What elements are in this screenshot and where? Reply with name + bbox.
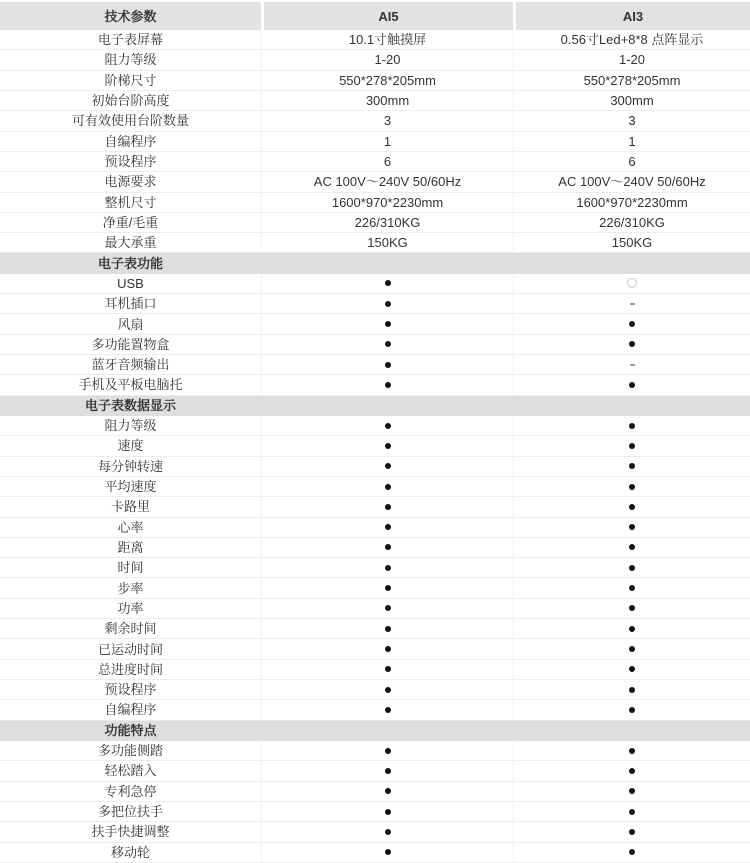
- param-label: 多功能侧踏: [0, 741, 261, 761]
- ai5-value-cell: AC 100V～240V 50/60Hz: [261, 172, 513, 192]
- ai5-value-cell: [261, 497, 513, 517]
- hollow-circle-icon: [627, 278, 637, 288]
- section-filler: [261, 721, 513, 741]
- ai3-value-cell: [513, 802, 750, 822]
- filled-dot-icon: [385, 646, 391, 652]
- table-row: [0, 294, 750, 314]
- filled-dot-icon: [385, 748, 391, 754]
- section-filler: [261, 253, 513, 273]
- param-label: 专利急停: [0, 782, 261, 802]
- param-label: 距离: [0, 538, 261, 558]
- filled-dot-icon: [629, 565, 635, 571]
- param-label: USB: [0, 274, 261, 294]
- ai3-value-cell: [513, 375, 750, 395]
- param-label: 卡路里: [0, 497, 261, 517]
- ai3-value-cell: [513, 700, 750, 720]
- table-row: [0, 782, 750, 802]
- section-filler: [513, 721, 750, 741]
- ai5-value-cell: [261, 741, 513, 761]
- table-row: [0, 497, 750, 517]
- ai3-value-cell: 300mm: [513, 91, 750, 111]
- filled-dot-icon: [385, 280, 391, 286]
- param-label: 可有效使用台阶数量: [0, 111, 261, 131]
- param-label: 阻力等级: [0, 416, 261, 436]
- filled-dot-icon: [385, 768, 391, 774]
- ai5-value-cell: [261, 660, 513, 680]
- table-row: [0, 660, 750, 680]
- param-label: 自编程序: [0, 132, 261, 152]
- section-title: 功能特点: [0, 721, 261, 741]
- param-label: 轻松踏入: [0, 761, 261, 781]
- ai5-value-cell: 300mm: [261, 91, 513, 111]
- ai5-value-cell: [261, 782, 513, 802]
- param-label: 最大承重: [0, 233, 261, 253]
- ai5-value-cell: [261, 436, 513, 456]
- ai5-value-cell: [261, 355, 513, 375]
- ai5-value-cell: [261, 639, 513, 659]
- filled-dot-icon: [385, 707, 391, 713]
- filled-dot-icon: [385, 341, 391, 347]
- table-row: [0, 436, 750, 456]
- param-label: 移动轮: [0, 843, 261, 863]
- filled-dot-icon: [629, 666, 635, 672]
- ai5-value-cell: [261, 457, 513, 477]
- column-header-ai3: AI3: [513, 2, 750, 30]
- table-row: [0, 91, 750, 111]
- param-label: 总进度时间: [0, 660, 261, 680]
- ai3-value-cell: 6: [513, 152, 750, 172]
- column-header-ai5: AI5: [261, 2, 513, 30]
- table-row: [0, 111, 750, 131]
- ai5-value-cell: [261, 761, 513, 781]
- ai3-value-cell: 0.56寸Led+8*8 点阵显示: [513, 30, 750, 50]
- filled-dot-icon: [629, 544, 635, 550]
- filled-dot-icon: [385, 687, 391, 693]
- ai5-value-cell: [261, 700, 513, 720]
- table-header-row: [0, 2, 750, 30]
- ai5-value-cell: [261, 335, 513, 355]
- section-filler: [513, 253, 750, 273]
- param-label: 时间: [0, 558, 261, 578]
- filled-dot-icon: [385, 382, 391, 388]
- param-label: 心率: [0, 518, 261, 538]
- ai5-value-cell: [261, 416, 513, 436]
- filled-dot-icon: [385, 585, 391, 591]
- filled-dot-icon: [629, 605, 635, 611]
- ai5-value-cell: 6: [261, 152, 513, 172]
- table-row: [0, 416, 750, 436]
- filled-dot-icon: [629, 382, 635, 388]
- ai5-value-cell: [261, 375, 513, 395]
- ai3-value-cell: [513, 355, 750, 375]
- ai5-value-cell: 1600*970*2230mm: [261, 193, 513, 213]
- ai3-value-cell: [513, 761, 750, 781]
- table-row: [0, 213, 750, 233]
- ai3-value-cell: [513, 518, 750, 538]
- section-header-row: [0, 396, 750, 416]
- table-row: [0, 802, 750, 822]
- param-label: 每分钟转速: [0, 457, 261, 477]
- filled-dot-icon: [629, 341, 635, 347]
- ai3-value-cell: 3: [513, 111, 750, 131]
- section-header-row: [0, 721, 750, 741]
- filled-dot-icon: [385, 504, 391, 510]
- ai5-value-cell: [261, 294, 513, 314]
- param-label: 步率: [0, 578, 261, 598]
- ai3-value-cell: [513, 822, 750, 842]
- filled-dot-icon: [629, 829, 635, 835]
- filled-dot-icon: [385, 524, 391, 530]
- ai3-value-cell: 1600*970*2230mm: [513, 193, 750, 213]
- param-label: 自编程序: [0, 700, 261, 720]
- param-label: 整机尺寸: [0, 193, 261, 213]
- filled-dot-icon: [385, 849, 391, 855]
- table-row: [0, 843, 750, 863]
- param-label: 多把位扶手: [0, 802, 261, 822]
- param-label: 多功能置物盒: [0, 335, 261, 355]
- ai5-value-cell: [261, 314, 513, 334]
- ai5-value-cell: [261, 619, 513, 639]
- ai3-value-cell: [513, 741, 750, 761]
- param-label: 风扇: [0, 314, 261, 334]
- ai5-value-cell: [261, 538, 513, 558]
- filled-dot-icon: [385, 666, 391, 672]
- section-title: 电子表功能: [0, 253, 261, 273]
- ai5-value-cell: [261, 477, 513, 497]
- filled-dot-icon: [629, 748, 635, 754]
- section-header-row: [0, 253, 750, 273]
- param-label: 初始台阶高度: [0, 91, 261, 111]
- table-row: [0, 457, 750, 477]
- param-label: 耳机插口: [0, 294, 261, 314]
- table-row: [0, 233, 750, 253]
- ai3-value-cell: [513, 294, 750, 314]
- table-row: [0, 761, 750, 781]
- table-row: [0, 822, 750, 842]
- table-row: [0, 639, 750, 659]
- table-row: [0, 314, 750, 334]
- param-label: 阻力等级: [0, 50, 261, 70]
- param-label: 已运动时间: [0, 639, 261, 659]
- filled-dot-icon: [385, 788, 391, 794]
- param-label: 净重/毛重: [0, 213, 261, 233]
- ai5-value-cell: 1: [261, 132, 513, 152]
- table-row: [0, 558, 750, 578]
- filled-dot-icon: [385, 463, 391, 469]
- ai3-value-cell: [513, 416, 750, 436]
- param-label: 蓝牙音频输出: [0, 355, 261, 375]
- section-title: 电子表数据显示: [0, 396, 261, 416]
- filled-dot-icon: [629, 849, 635, 855]
- ai3-value-cell: [513, 843, 750, 863]
- ai3-value-cell: [513, 497, 750, 517]
- table-row: [0, 700, 750, 720]
- ai3-value-cell: [513, 619, 750, 639]
- ai5-value-cell: [261, 274, 513, 294]
- ai3-value-cell: 1: [513, 132, 750, 152]
- filled-dot-icon: [385, 605, 391, 611]
- filled-dot-icon: [385, 321, 391, 327]
- filled-dot-icon: [385, 301, 391, 307]
- table-body: [0, 30, 750, 863]
- ai5-value-cell: 550*278*205mm: [261, 71, 513, 91]
- filled-dot-icon: [385, 809, 391, 815]
- filled-dot-icon: [629, 687, 635, 693]
- ai5-value-cell: 226/310KG: [261, 213, 513, 233]
- param-label: 速度: [0, 436, 261, 456]
- table-row: [0, 274, 750, 294]
- table-row: [0, 680, 750, 700]
- filled-dot-icon: [385, 565, 391, 571]
- table-row: [0, 50, 750, 70]
- ai5-value-cell: [261, 822, 513, 842]
- table-row: [0, 477, 750, 497]
- column-header-params: 技术参数: [0, 2, 261, 30]
- table-row: [0, 335, 750, 355]
- ai3-value-cell: [513, 639, 750, 659]
- ai3-value-cell: [513, 335, 750, 355]
- ai3-value-cell: AC 100V～240V 50/60Hz: [513, 172, 750, 192]
- ai3-value-cell: 226/310KG: [513, 213, 750, 233]
- ai3-value-cell: [513, 477, 750, 497]
- filled-dot-icon: [385, 626, 391, 632]
- ai5-value-cell: [261, 680, 513, 700]
- filled-dot-icon: [629, 443, 635, 449]
- table-row: [0, 193, 750, 213]
- filled-dot-icon: [629, 484, 635, 490]
- param-label: 电子表屏幕: [0, 30, 261, 50]
- filled-dot-icon: [629, 707, 635, 713]
- filled-dot-icon: [629, 463, 635, 469]
- ai3-value-cell: [513, 578, 750, 598]
- filled-dot-icon: [629, 504, 635, 510]
- ai3-value-cell: 1-20: [513, 50, 750, 70]
- ai5-value-cell: [261, 599, 513, 619]
- param-label: 阶梯尺寸: [0, 71, 261, 91]
- table-row: [0, 578, 750, 598]
- filled-dot-icon: [629, 646, 635, 652]
- filled-dot-icon: [629, 626, 635, 632]
- ai3-value-cell: [513, 599, 750, 619]
- table-row: [0, 619, 750, 639]
- filled-dot-icon: [629, 768, 635, 774]
- filled-dot-icon: [385, 544, 391, 550]
- dash-icon: [630, 303, 635, 305]
- table-row: [0, 518, 750, 538]
- table-row: [0, 71, 750, 91]
- ai5-value-cell: [261, 802, 513, 822]
- ai5-value-cell: [261, 578, 513, 598]
- filled-dot-icon: [385, 829, 391, 835]
- filled-dot-icon: [629, 423, 635, 429]
- table-row: [0, 30, 750, 50]
- filled-dot-icon: [385, 362, 391, 368]
- ai3-value-cell: [513, 680, 750, 700]
- ai5-value-cell: [261, 518, 513, 538]
- ai5-value-cell: 10.1寸触摸屏: [261, 30, 513, 50]
- filled-dot-icon: [629, 585, 635, 591]
- ai3-value-cell: [513, 457, 750, 477]
- param-label: 手机及平板电脑托: [0, 375, 261, 395]
- filled-dot-icon: [385, 423, 391, 429]
- param-label: 功率: [0, 599, 261, 619]
- table-row: [0, 355, 750, 375]
- table-row: [0, 152, 750, 172]
- filled-dot-icon: [385, 484, 391, 490]
- table-row: [0, 741, 750, 761]
- section-filler: [513, 396, 750, 416]
- filled-dot-icon: [385, 443, 391, 449]
- param-label: 剩余时间: [0, 619, 261, 639]
- filled-dot-icon: [629, 524, 635, 530]
- param-label: 电源要求: [0, 172, 261, 192]
- ai5-value-cell: 1-20: [261, 50, 513, 70]
- ai5-value-cell: 3: [261, 111, 513, 131]
- ai3-value-cell: 150KG: [513, 233, 750, 253]
- table-row: [0, 132, 750, 152]
- ai3-value-cell: [513, 538, 750, 558]
- filled-dot-icon: [629, 321, 635, 327]
- ai3-value-cell: [513, 558, 750, 578]
- param-label: 预设程序: [0, 152, 261, 172]
- ai3-value-cell: 550*278*205mm: [513, 71, 750, 91]
- ai3-value-cell: [513, 782, 750, 802]
- section-filler: [261, 396, 513, 416]
- dash-icon: [630, 364, 635, 366]
- table-row: [0, 172, 750, 192]
- ai3-value-cell: [513, 314, 750, 334]
- filled-dot-icon: [629, 809, 635, 815]
- table-row: [0, 599, 750, 619]
- param-label: 预设程序: [0, 680, 261, 700]
- ai3-value-cell: [513, 274, 750, 294]
- ai5-value-cell: 150KG: [261, 233, 513, 253]
- ai5-value-cell: [261, 843, 513, 863]
- filled-dot-icon: [629, 788, 635, 794]
- ai3-value-cell: [513, 660, 750, 680]
- table-row: [0, 538, 750, 558]
- table-row: [0, 375, 750, 395]
- ai5-value-cell: [261, 558, 513, 578]
- ai3-value-cell: [513, 436, 750, 456]
- param-label: 扶手快捷调整: [0, 822, 261, 842]
- param-label: 平均速度: [0, 477, 261, 497]
